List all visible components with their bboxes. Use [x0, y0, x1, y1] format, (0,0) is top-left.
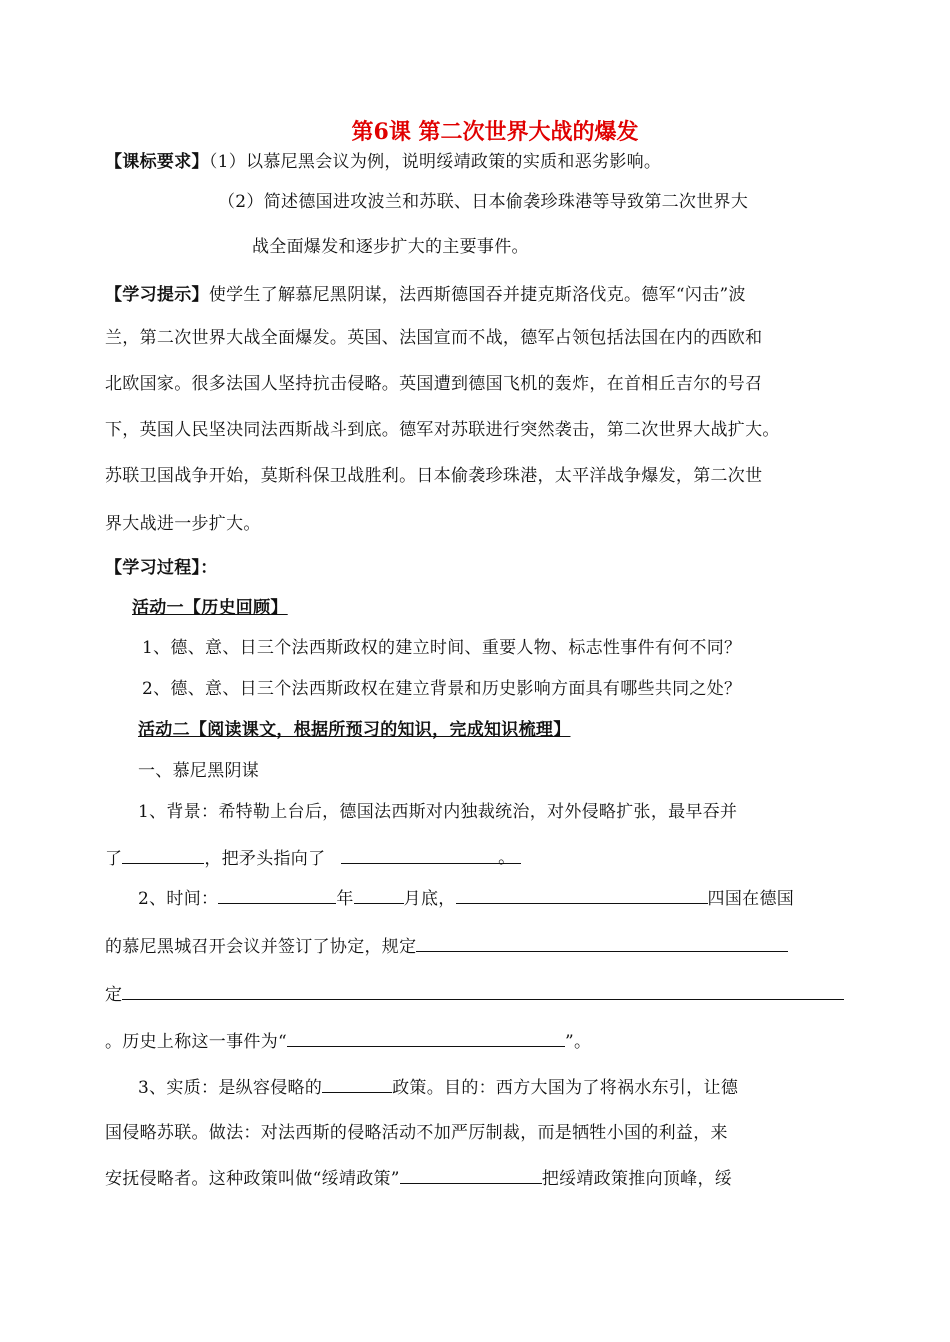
time-label: 2、时间： — [138, 889, 219, 909]
blank-agreement-terms-1[interactable] — [416, 934, 788, 952]
background-text-b: ，把矛头指向了 — [204, 849, 326, 869]
background-line-2 — [105, 846, 521, 871]
tips-line-2: 兰，第二次世界大战全面爆发。英国、法国宣而不战，德军占领包括法国在内的西欧和 — [105, 328, 763, 348]
standards-item-1: （1）以慕尼黑会议为例，说明绥靖政策的实质和恶劣影响。 — [208, 152, 662, 172]
time-line-4 — [105, 1029, 591, 1054]
blank-year[interactable] — [218, 886, 336, 904]
time-line-3-text: 定 — [105, 985, 123, 1005]
time-month-text: 月底， — [403, 889, 456, 909]
blank-annexed-country[interactable] — [122, 846, 204, 864]
background-text-a: 了 — [105, 849, 123, 869]
tips-line-4: 下，英国人民坚决同法西斯战斗到底。德军对苏联进行突然袭击，第二次世界大战扩大。 — [105, 420, 780, 440]
standards-item-2-line-1: （2）简述德国进攻波兰和苏联、日本偷袭珍珠港等导致第二次世界大 — [218, 192, 749, 212]
time-line-2 — [105, 934, 788, 959]
time-line-3 — [105, 982, 844, 1007]
blank-agreement-terms-2[interactable] — [122, 982, 844, 1000]
essence-text-a: 3、实质：是纵容侵略的 — [138, 1078, 323, 1098]
tips-text-1: 使学生了解慕尼黑阴谋，法西斯德国吞并捷克斯洛伐克。德军“闪击”波 — [208, 285, 746, 305]
activity-2-heading: 活动二【阅读课文，根据所预习的知识，完成知识梳理】 — [138, 720, 571, 740]
activity-1-heading: 活动一【历史回顾】 — [132, 598, 288, 618]
time-line-4-text-b: ”。 — [565, 1032, 592, 1052]
tips-line-3: 北欧国家。很多法国人坚持抗击侵略。英国遭到德国飞机的轰炸，在首相丘吉尔的号召 — [105, 374, 763, 394]
time-line-2-text: 的慕尼黑城召开会议并签订了协定，规定 — [105, 937, 417, 957]
blank-event-name[interactable] — [287, 1029, 565, 1047]
essence-line-3-text-a: 安抚侵略者。这种政策叫做“绥靖政策” — [105, 1169, 400, 1189]
page-title: 第6课 第二次世界大战的爆发 — [351, 119, 639, 145]
blank-appeasement-peak[interactable] — [400, 1166, 542, 1184]
time-line-1 — [138, 886, 794, 911]
essence-line-3-text-b: 把绥靖政策推向顶峰，绥 — [541, 1169, 733, 1189]
essence-line-3 — [105, 1166, 732, 1191]
standards-item-2-line-2: 战全面爆发和逐步扩大的主要事件。 — [252, 237, 529, 257]
time-countries-text: 四国在德国 — [707, 889, 795, 909]
background-text-c: 。 — [498, 848, 516, 868]
blank-next-target[interactable] — [341, 846, 521, 868]
standards-label: 【课标要求】 — [105, 152, 209, 172]
activity-1-question-2: 2、德、意、日三个法西斯政权在建立背景和历史影响方面具有哪些共同之处？ — [142, 679, 742, 699]
background-line-1: 1、背景：希特勒上台后，德国法西斯对内独裁统治，对外侵略扩张，最早吞并 — [138, 802, 738, 822]
tips-line-5: 苏联卫国战争开始，莫斯科保卫战胜利。日本偷袭珍珠港，太平洋战争爆发，第二次世 — [105, 466, 763, 486]
blank-month[interactable] — [354, 886, 404, 904]
essence-text-b: 政策。目的：西方大国为了将祸水东引，让德 — [392, 1078, 739, 1098]
standards-line-1 — [105, 150, 661, 174]
tips-line-1 — [105, 283, 746, 307]
time-year-text: 年 — [336, 889, 354, 909]
section-munich: 一、慕尼黑阴谋 — [138, 761, 260, 781]
blank-four-countries[interactable] — [456, 886, 708, 904]
essence-line-2: 国侵略苏联。做法：对法西斯的侵略活动不加严厉制裁，而是牺牲小国的利益，来 — [105, 1123, 728, 1143]
essence-line-1 — [138, 1075, 738, 1100]
blank-policy[interactable] — [322, 1075, 392, 1093]
tips-line-6: 界大战进一步扩大。 — [105, 514, 261, 534]
activity-1-question-1: 1、德、意、日三个法西斯政权的建立时间、重要人物、标志性事件有何不同？ — [142, 638, 742, 658]
tips-label: 【学习提示】 — [105, 285, 209, 305]
process-label: 【学习过程】： — [105, 558, 218, 578]
time-line-4-text-a: 。历史上称这一事件为“ — [105, 1032, 287, 1052]
